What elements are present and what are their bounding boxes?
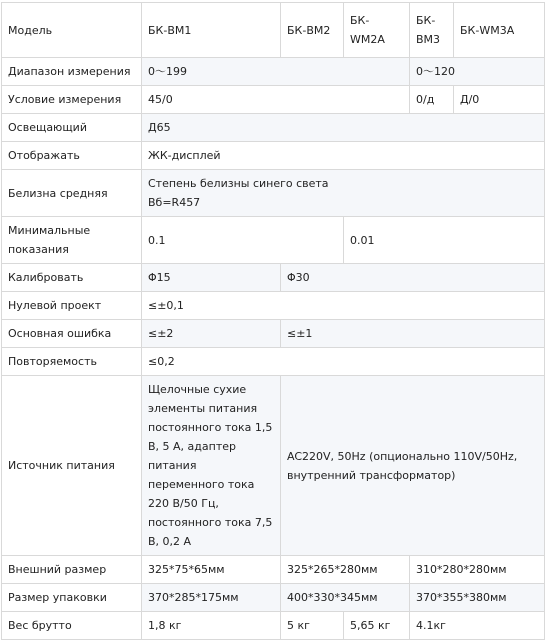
table-row — [2, 58, 545, 86]
table-row — [2, 320, 545, 348]
condition-value-2: 0/д — [410, 86, 454, 114]
minread-value-low: 0.1 — [142, 217, 344, 264]
zero-value: ≤±0,1 — [142, 292, 545, 320]
error-value-2: ≤±1 — [281, 320, 545, 348]
row-label-illuminant: Освещающий — [2, 114, 142, 142]
header-model-bkwm2a: БК-WM2A — [344, 3, 410, 58]
power-value-battery: Щелочные сухие элементы питания постоянного тока 1,5 В, 5 А, адаптер питания переменного тока 220 В/50 Гц, постоянного тока 7,5 В, 0,2 А — [142, 376, 281, 556]
pack-value-1: 370*285*175мм — [142, 584, 281, 612]
table-row — [2, 376, 545, 556]
whiteness-line-1: Степень белизны синего света — [148, 177, 329, 190]
header-model-label: Модель — [2, 3, 142, 58]
table-row — [2, 292, 545, 320]
weight-value-4: 4.1кг — [410, 612, 545, 640]
row-label-whiteness: Белизна средняя — [2, 170, 142, 217]
table-row — [2, 3, 545, 58]
header-model-bkvm1: БК-ВМ1 — [142, 3, 281, 58]
minread-label-line-2: показания — [8, 243, 69, 256]
condition-value-1: 45/0 — [142, 86, 410, 114]
repeat-value: ≤0,2 — [142, 348, 545, 376]
row-label-zero: Нулевой проект — [2, 292, 142, 320]
row-label-range: Диапазон измерения — [2, 58, 142, 86]
row-label-error: Основная ошибка — [2, 320, 142, 348]
row-label-minread — [2, 217, 142, 264]
table-row — [2, 348, 545, 376]
header-model-bkvm3: БК-ВМ3 — [410, 3, 454, 58]
pack-value-2: 400*330*345мм — [281, 584, 410, 612]
table-row — [2, 264, 545, 292]
size-value-2: 325*265*280мм — [281, 556, 410, 584]
row-label-display: Отображать — [2, 142, 142, 170]
calibrate-value-large: Φ30 — [281, 264, 545, 292]
table-row — [2, 217, 545, 264]
pack-value-3: 370*355*380мм — [410, 584, 545, 612]
table-row — [2, 556, 545, 584]
table-row — [2, 584, 545, 612]
whiteness-value — [142, 170, 545, 217]
table-row — [2, 114, 545, 142]
size-value-1: 325*75*65мм — [142, 556, 281, 584]
weight-value-2: 5 кг — [281, 612, 344, 640]
whiteness-line-2: Вб=R457 — [148, 196, 201, 209]
spec-table — [1, 2, 545, 640]
weight-value-1: 1,8 кг — [142, 612, 281, 640]
row-label-power: Источник питания — [2, 376, 142, 556]
row-label-size: Внешний размер — [2, 556, 142, 584]
condition-value-3: Д/0 — [454, 86, 545, 114]
minread-value-high: 0.01 — [344, 217, 545, 264]
error-value-1: ≤±2 — [142, 320, 281, 348]
calibrate-value-small: Φ15 — [142, 264, 281, 292]
size-value-3: 310*280*280мм — [410, 556, 545, 584]
table-row — [2, 612, 545, 640]
header-model-bkwm3a: БК-WM3A — [454, 3, 545, 58]
row-label-repeat: Повторяемость — [2, 348, 142, 376]
range-value-high: 0～120 — [410, 58, 545, 86]
weight-value-3: 5,65 кг — [344, 612, 410, 640]
row-label-calibrate: Калибровать — [2, 264, 142, 292]
row-label-condition: Условие измерения — [2, 86, 142, 114]
table-row — [2, 142, 545, 170]
header-model-bkvm2: БК-ВМ2 — [281, 3, 344, 58]
display-value: ЖК-дисплей — [142, 142, 545, 170]
table-row — [2, 170, 545, 217]
illuminant-value: Д65 — [142, 114, 545, 142]
row-label-pack: Размер упаковки — [2, 584, 142, 612]
table-row — [2, 86, 545, 114]
row-label-weight: Вес брутто — [2, 612, 142, 640]
minread-label-line-1: Минимальные — [8, 224, 91, 237]
power-value-ac: AC220V, 50Hz (опционально 110V/50Hz, внутренний трансформатор) — [281, 376, 545, 556]
range-value-low: 0～199 — [142, 58, 410, 86]
